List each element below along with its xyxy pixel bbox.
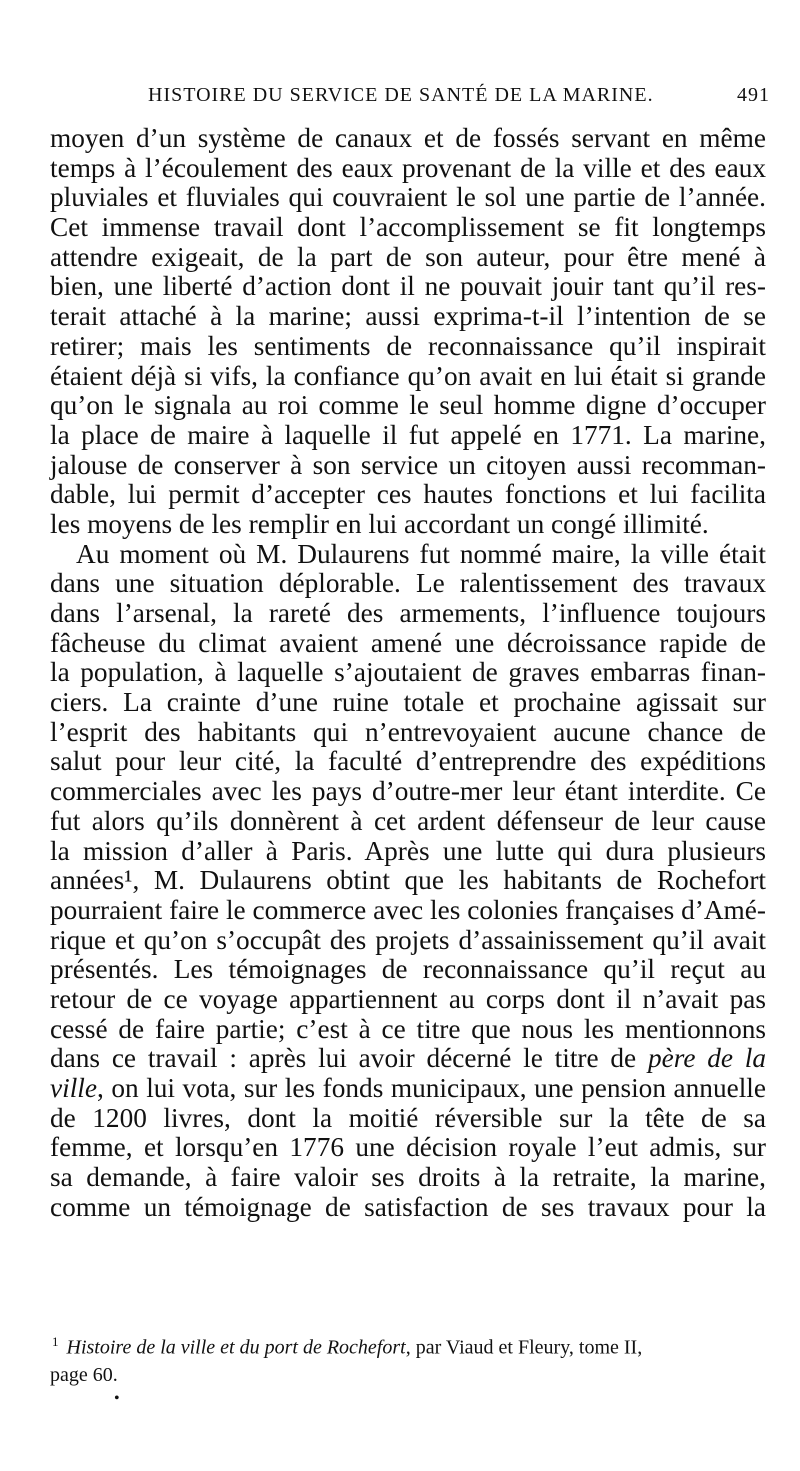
text-line: dans l’arsenal, la rareté des armements, l’influence toujours <box>50 598 766 628</box>
text-line: présentés. Les témoignages de reconnaissance qu’il reçut au <box>50 954 766 985</box>
text-line: moyen d’un système de canaux et de fossés servant en même <box>50 123 766 153</box>
italic-segment: ville <box>50 1073 97 1103</box>
text-line: ciers. La crainte d’une ruine totale et prochaine agissait sur <box>50 687 766 718</box>
footnote-book-title: Histoire de la ville et du port de Rochefort <box>66 1336 406 1359</box>
text-line: la place de maire à laquelle il fut appelé en 1771. La marine, <box>50 419 766 450</box>
text-line: fut alors qu’ils donnèrent à cet ardent défenseur de leur cause <box>50 805 766 836</box>
text-line: salut pour leur cité, la faculté d’entreprendre des expéditions <box>50 746 766 777</box>
text-line: attendre exigeait, de la part de son auteur, pour être mené à <box>50 241 766 272</box>
text-line: dable, lui permit d’accepter ces hautes fonctions et lui facilita <box>50 479 766 510</box>
text-line: retirer; mais les sentiments de reconnaissance qu’il inspirait <box>50 330 766 361</box>
text-line <box>50 1044 766 1074</box>
text-line: de 1200 livres, dont la moitié réversible sur la tête de sa <box>50 1102 766 1133</box>
text-line: dans une situation déplorable. Le ralentissement des travaux <box>50 568 766 599</box>
text-line: sa demande, à faire valoir ses droits à la retraite, la marine, <box>50 1162 766 1193</box>
page-number: 491 <box>737 84 770 106</box>
text-line: commerciales avec les pays d’outre-mer leur étant interdite. Ce <box>50 776 766 807</box>
text-line: comme un témoignage de satisfaction de ses travaux pour la <box>50 1191 766 1222</box>
text-line: Cet immense travail dont l’accomplissement se fit longtemps <box>50 212 766 243</box>
text-segment: , on lui vota, sur les fonds municipaux, une pension annuelle <box>96 1073 766 1103</box>
text-line: Au moment où M. Dulaurens fut nommé maire, la ville était <box>76 538 766 569</box>
running-title: HISTOIRE DU SERVICE DE SANTÉ DE LA MARINE. <box>148 84 654 106</box>
text-line: les moyens de les remplir en lui accordant un congé illimité. <box>50 508 709 539</box>
text-line: étaient déjà si vifs, la confiance qu’on avait en lui était si grande <box>50 360 766 391</box>
body-text <box>50 124 766 1222</box>
text-line <box>50 1074 766 1104</box>
text-line: rique et qu’on s’occupât des projets d’assainissement qu’il avait <box>50 924 766 955</box>
text-line: jalouse de conserver à son service un citoyen aussi recomman- <box>50 449 766 480</box>
text-line: l’esprit des habitants qui n’entrevoyaient aucune chance de <box>50 716 766 747</box>
text-line: pluviales et fluviales qui couvraient le sol une partie de l’année. <box>50 182 766 213</box>
text-line: qu’on le signala au roi comme le seul homme digne d’occuper <box>50 390 766 421</box>
text-line: retour de ce voyage appartiennent au corps dont il n’avait pas <box>50 983 766 1014</box>
text-line: années¹, M. Dulaurens obtint que les habitants de Rochefort <box>50 865 766 896</box>
text-line: temps à l’écoulement des eaux provenant de la ville et des eaux <box>50 152 766 183</box>
text-line: pourraient faire le commerce avec les colonies françaises d’Amé- <box>50 894 766 925</box>
footnote-citation: , par Viaud et Fleury, tome II, <box>405 1336 643 1359</box>
italic-segment: père de la <box>647 1043 767 1074</box>
text-line: terait attaché à la marine; aussi exprima-t-il l’intention de se <box>50 301 766 332</box>
text-segment: dans ce travail : après lui avoir décerné le titre de <box>50 1043 648 1074</box>
text-line: femme, et lorsqu’en 1776 une décision royale l’eut admis, sur <box>50 1132 766 1163</box>
stray-mark: • <box>114 1390 120 1407</box>
footnote-marker: 1 <box>52 1334 59 1349</box>
footnote-line <box>50 1328 766 1362</box>
footnote-line-2: page 60. <box>50 1363 118 1386</box>
footnote <box>50 1328 766 1389</box>
text-line: la population, à laquelle s’ajoutaient de graves embarras finan- <box>50 657 766 688</box>
text-line: cessé de faire partie; c’est à ce titre que nous les mentionnons <box>50 1013 766 1044</box>
text-line: la mission d’aller à Paris. Après une lutte qui dura plusieurs <box>50 835 766 866</box>
text-line: fâcheuse du climat avaient amené une décroissance rapide de <box>50 627 766 658</box>
text-line: bien, une liberté d’action dont il ne pouvait jouir tant qu’il res- <box>50 271 766 302</box>
running-header <box>148 84 770 107</box>
